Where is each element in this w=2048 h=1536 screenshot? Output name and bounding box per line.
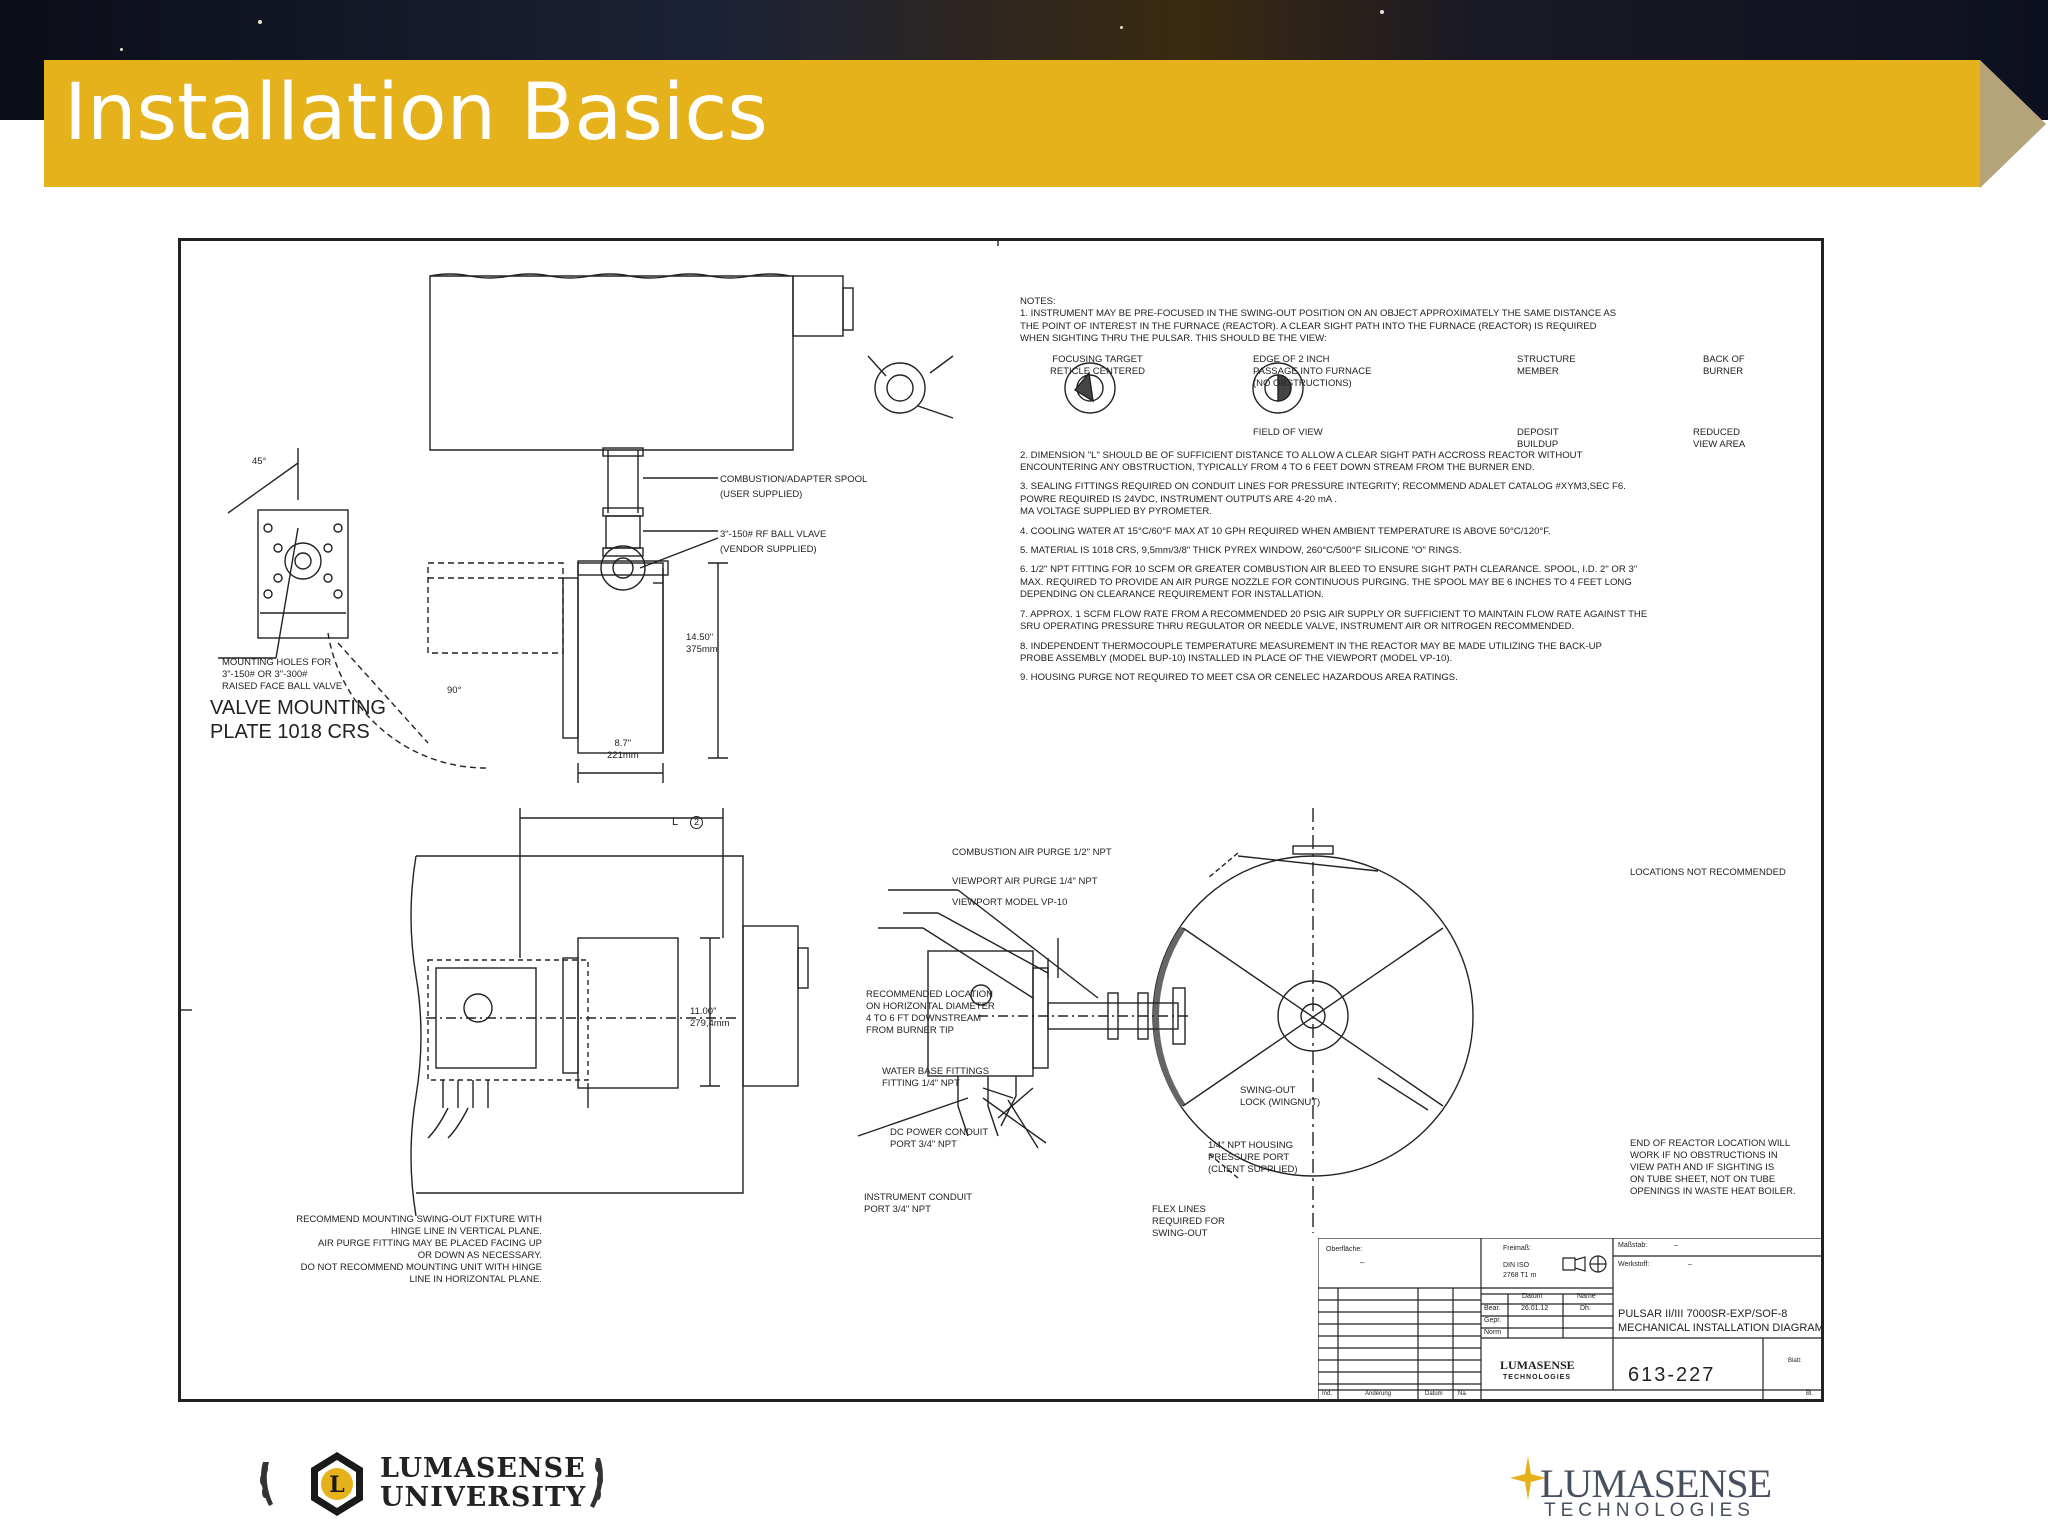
label-edge-passage: EDGE OF 2 INCH PASSAGE INTO FURNACE (NO OBSTRUCTIONS): [1253, 354, 1372, 389]
callout-viewport-model: VIEWPORT MODEL VP-10: [952, 897, 1068, 908]
callout-locations-not-recommended: LOCATIONS NOT RECOMMENDED: [1630, 867, 1786, 878]
callout-combustion-air-purge: COMBUSTION AIR PURGE 1/2" NPT: [952, 847, 1112, 858]
callout-end-of-reactor: END OF REACTOR LOCATION WILL WORK IF NO OBSTRUCTIONS IN VIEW PATH AND IF SIGHTING IS ON TUBE SHEET, NOT ON TUBE OPENINGS IN WASTE HEAT BOILER.: [1630, 1138, 1796, 1197]
label-ball-valve: 3"-150# RF BALL VLAVE (VENDOR SUPPLIED): [720, 529, 827, 555]
note-6: 6. 1/2" NPT FITTING FOR 10 SCFM OR GREATER COMBUSTION AIR BLEED TO ENSURE SIGHT PATH CLEARANCE. SPOOL, I.D. 2" OR 3" MAX. REQUIRED TO PROVIDE AN AIR PURGE NOZZLE FOR CONTINUOUS PURGING. THE SPOOL MAY BE 6 INCHES TO 4 FEET LONG DEPENDING ON CLEARANCE REQUIREMENT FOR INSTALLATION.: [1020, 564, 1638, 601]
drawing-number: 613-227: [1628, 1364, 1716, 1386]
label-dim-width-top: 8.7" 221mm: [607, 738, 639, 761]
company-name: LUMASENSE: [1540, 1461, 1772, 1506]
mounting-recommendation-note: RECOMMEND MOUNTING SWING-OUT FIXTURE WITH HINGE LINE IN VERTICAL PLANE. AIR PURGE FITTING MAY BE PLACED FACING UP OR DOWN AS NECESSARY. DO NOT RECOMMEND MOUNTING UNIT WITH HINGE LINE IN HORIZONTAL PLANE.: [296, 1214, 542, 1285]
label-dim-height-top: 14.50" 375mm: [686, 632, 718, 655]
tb-norm: Norm: [1484, 1329, 1502, 1336]
label-back-of-burner: BACK OF BURNER: [1703, 354, 1745, 377]
callout-viewport-air-purge: VIEWPORT AIR PURGE 1/4" NPT: [952, 876, 1098, 887]
label-focusing-target: FOCUSING TARGET RETICLE CENTERED: [1050, 354, 1146, 377]
label-mounting-holes: MOUNTING HOLES FOR 3"-150# OR 3"-300# RAISED FACE BALL VALVE: [222, 657, 343, 692]
tb-bear-name: Dh.: [1580, 1305, 1591, 1312]
label-deposit-buildup: DEPOSIT BUILDUP: [1517, 427, 1559, 450]
tb-na: Na.: [1458, 1391, 1468, 1397]
callout-recommended-location: RECOMMENDED LOCATION ON HORIZONTAL DIAMETER 4 TO 6 FT DOWNSTREAM FROM BURNER TIP: [866, 989, 995, 1036]
callout-water-base: WATER BASE FITTINGS FITTING 1/4" NPT: [882, 1066, 990, 1089]
notes-heading: NOTES:: [1020, 296, 1056, 307]
callout-swing-out-lock: 1/4" NPT HOUSING PRESSURE PORT (CLIENT SUPPLIED): [1208, 1140, 1298, 1175]
title-bar-notch: [1980, 60, 2046, 188]
tb-werkstoff-value: –: [1688, 1261, 1692, 1268]
tb-din: DIN ISO 2768 T1 m: [1503, 1262, 1537, 1279]
note-7: 7. APPROX. 1 SCFM FLOW RATE FROM A RECOMMENDED 20 PSIG AIR SUPPLY OR SUFFICIENT TO MAINTAIN FLOW RATE AGAINST THE SRU OPERATING PRESSURE THRU REGULATOR OR NEEDLE VALVE, INSTRUMENT AIR OR NITROGEN RECOMMENDED.: [1020, 608, 1648, 633]
note-8: 8. INDEPENDENT THERMOCOUPLE TEMPERATURE MEASUREMENT IN THE REACTOR MAY BE MADE UTILIZING THE BACK-UP PROBE ASSEMBLY (MODEL BUP-10) INSTALLED IN PLACE OF THE VIEWPORT (MODEL VP-10).: [1020, 640, 1602, 664]
callout-instrument-conduit: INSTRUMENT CONDUIT PORT 3/4" NPT: [864, 1192, 973, 1215]
valve-plate-title: VALVE MOUNTING PLATE 1018 CRS: [210, 697, 386, 743]
tb-gepr: Gepr.: [1484, 1317, 1502, 1324]
tb-datum: Datum: [1522, 1293, 1543, 1300]
page-title: Installation Basics: [64, 68, 768, 158]
note-1: 1. INSTRUMENT MAY BE PRE-FOCUSED IN THE SWING-OUT POSITION ON AN OBJECT APPROXIMATELY THE SAME DISTANCE AS THE POINT OF INTEREST IN THE FURNACE (REACTOR). A CLEAR SIGHT PATH INTO THE FURNACE (REACTOR) IS REQUIRED WHEN SIGHTING THRU THE PULSAR. THIS SHOULD BE THE VIEW:: [1020, 308, 1617, 345]
label-combustion-spool: COMBUSTION/ADAPTER SPOOL (USER SUPPLIED): [720, 474, 868, 500]
label-structure-member: STRUCTURE MEMBER: [1517, 354, 1576, 377]
tb-datum-2: Datum: [1425, 1391, 1443, 1397]
university-emblem-letter: L: [329, 1472, 345, 1498]
tb-bear: Bear.: [1484, 1305, 1501, 1312]
callout-dc-power: DC POWER CONDUIT PORT 3/4" NPT: [890, 1127, 989, 1150]
tb-dash-1: –: [1360, 1258, 1365, 1267]
callout-swing-lock: SWING-OUT LOCK (WINGNUT): [1240, 1085, 1321, 1108]
tb-name: Name: [1577, 1293, 1596, 1300]
tb-freimass: Freimaß:: [1503, 1245, 1531, 1252]
note-3: 3. SEALING FITTINGS REQUIRED ON CONDUIT LINES FOR PRESSURE INTEGRITY; RECOMMEND ADALET CATALOG #XYM3,SEC F6. POWRE REQUIRED IS 24VDC, INSTRUMENT OUTPUTS ARE 4-20 mA . MA VOLTAGE SUPPLIED BY PYROMETER.: [1020, 481, 1626, 518]
callout-flex-lines: FLEX LINES REQUIRED FOR SWING-OUT: [1152, 1204, 1225, 1239]
star-decoration: [258, 20, 262, 24]
label-dim-L-note: 2: [690, 816, 703, 829]
tb-werkstoff: Werkstoff:: [1618, 1261, 1650, 1268]
tb-logo-sub: TECHNOLOGIES: [1503, 1374, 1572, 1381]
note-4: 4. COOLING WATER AT 15°C/60°F MAX AT 10 GPH REQUIRED WHEN AMBIENT TEMPERATURE IS ABOVE 50°C/120°F.: [1020, 525, 1551, 537]
university-line-1: LUMASENSE: [380, 1453, 586, 1484]
tb-ind: Ind.: [1322, 1391, 1333, 1397]
note-5: 5. MATERIAL IS 1018 CRS, 9,5mm/3/8" THICK PYREX WINDOW, 260°C/500°F SILICONE "O" RINGS.: [1020, 545, 1462, 557]
label-45-degrees: 45°: [252, 456, 267, 467]
university-name: [380, 1454, 586, 1512]
tb-aenderung: Änderung: [1365, 1391, 1392, 1397]
university-line-2: UNIVERSITY: [380, 1482, 587, 1513]
label-reduced-view-area: REDUCED VIEW AREA: [1693, 427, 1746, 450]
tb-logo: LUMASENSE: [1500, 1358, 1575, 1372]
tb-drawing-title: PULSAR II/III 7000SR-EXP/SOF-8 MECHANICAL INSTALLATION DIAGRAM: [1618, 1308, 1824, 1334]
label-field-of-view: FIELD OF VIEW: [1253, 427, 1323, 438]
tb-massstab: Maßstab:: [1618, 1242, 1648, 1249]
university-logo: [255, 1448, 375, 1520]
label-dim-L: L: [672, 816, 679, 828]
label-90-degrees: 90°: [447, 685, 462, 696]
laurel-right-icon: [578, 1452, 608, 1518]
star-decoration: [1380, 10, 1384, 14]
company-subtitle: TECHNOLOGIES: [1544, 1500, 1755, 1521]
label-dim-height-bottom: 11.00" 279,4mm: [690, 1006, 730, 1029]
note-9: 9. HOUSING PURGE NOT REQUIRED TO MEET CSA OR CENELEC HAZARDOUS AREA RATINGS.: [1020, 672, 1458, 684]
tb-blatt: Blatt:: [1788, 1358, 1802, 1364]
tb-massstab-value: –: [1674, 1242, 1678, 1249]
tb-bear-date: 26.01.12: [1521, 1305, 1549, 1312]
note-2: 2. DIMENSION "L" SHOULD BE OF SUFFICIENT DISTANCE TO ALLOW A CLEAR SIGHT PATH ACCROSS REACTOR WITHOUT ENCOUNTERING ANY OBSTRUCTION, TYPICALLY FROM 4 TO 6 FEET DOWN STREAM FROM THE BURNER END.: [1020, 449, 1583, 474]
star-decoration: [1120, 26, 1123, 29]
star-decoration: [120, 48, 123, 51]
tb-bl: Bl.: [1806, 1391, 1814, 1397]
tb-oberflaeche: Oberfläche:: [1326, 1246, 1363, 1253]
